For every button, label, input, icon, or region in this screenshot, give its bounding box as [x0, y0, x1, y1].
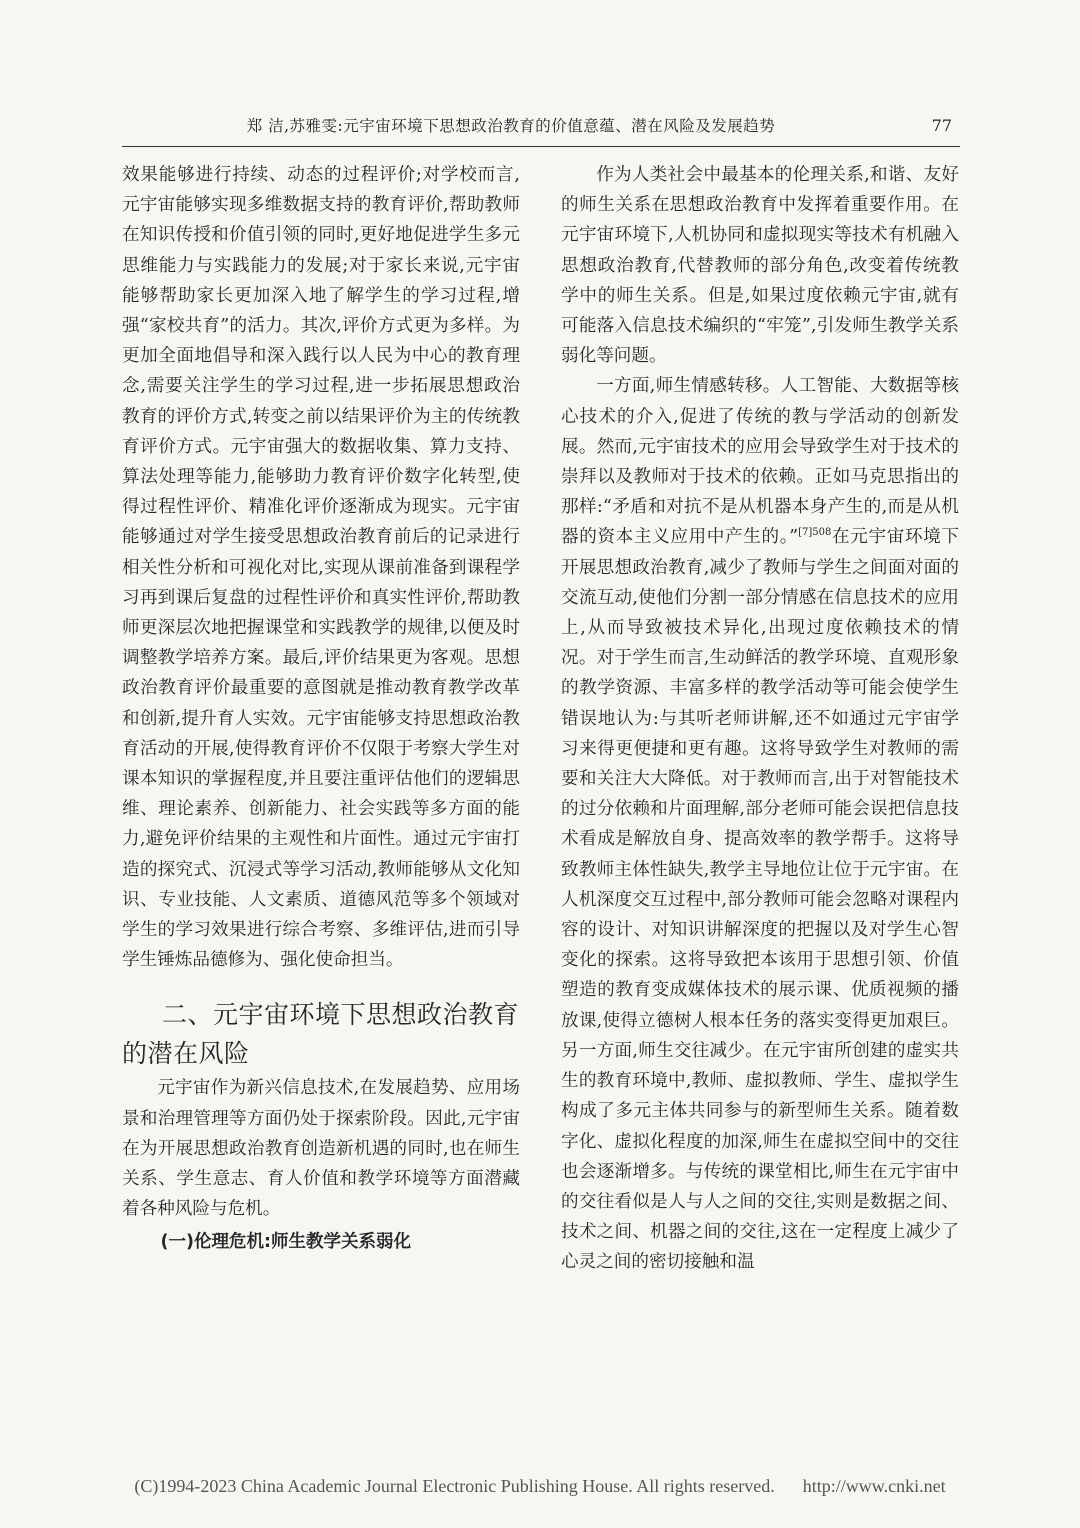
body-paragraph: 效果能够进行持续、动态的过程评价;对学校而言,元宇宙能够实现多维数据支持的教育评价,帮助教师在知识传授和价值引领的同时,更好地促进学生多元思维能力与实践能力的发展;对于家长来说,元宇宙能够帮助家长更加深入地了解学生的学习过程,增强“家校共育”的活力。其次,评价方式更为多样。为更加全面地倡导和深入践行以人民为中心的教育理念,需要关注学生的学习过程,进一步拓展思想政治教育的评价方式,转变之前以结果评价为主的传统教育评价方式。元宇宙强大的数据收集、算力支持、算法处理等能力,能够助力教育评价数字化转型,使得过程性评价、精准化评价逐渐成为现实。元宇宙能够通过对学生接受思想政治教育前后的记录进行相关性分析和可视化对比,实现从课前准备到课程学习再到课后复盘的过程性评价和真实性评价,帮助教师更深层次地把握课堂和实践教学的规律,以便及时调整教学培养方案。最后,评价结果更为客观。思想政治教育评价最重要的意图就是推动教育教学改革和创新,提升育人实效。元宇宙能够支持思想政治教育活动的开展,使得教育评价不仅限于考察大学生对课本知识的掌握程度,并且要注重评估他们的逻辑思维、理论素养、创新能力、社会实践等多方面的能力,避免评价结果的主观性和片面性。通过元宇宙打造的探究式、沉浸式等学习活动,教师能够从文化知识、专业技能、人文素质、道德风范等多个领域对学生的学习效果进行综合考察、多维评估,进而引导学生锤炼品德修为、强化使命担当。	[122, 165, 520, 971]
footer-url: http://www.cnki.net	[802, 1476, 946, 1496]
body-paragraph	[561, 371, 959, 1277]
section-heading: 二、元宇宙环境下思想政治教育的潜在风险	[122, 1000, 520, 1069]
subsection-heading: (一)伦理危机:师生教学关系弱化	[160, 1231, 411, 1252]
right-column	[561, 160, 959, 1278]
body-paragraph: 元宇宙作为新兴信息技术,在发展趋势、应用场景和治理管理等方面仍处于探索阶段。因此,元宇宙在为开展思想政治教育创造新机遇的同时,也在师生关系、学生意志、育人价值和教学环境等方面潜藏着各种风险与危机。	[122, 1078, 520, 1220]
body-text: 在元宇宙环境下开展思想政治教育,减少了教师与学生之间面对面的交流互动,使他们分割一部分情感在信息技术的应用上,从而导致被技术异化,出现过度依赖技术的情况。对于学生而言,生动鲜活的教学环境、直观形象的教学资源、丰富多样的教学活动等可能会使学生错误地认为:与其听老师讲解,还不如通过元宇宙学习来得更便捷和更有趣。这将导致学生对教师的需要和关注大大降低。对于教师而言,出于对智能技术的过分依赖和片面理解,部分老师可能会误把信息技术看成是解放自身、提高效率的教学帮手。这将导致教师主体性缺失,教学主导地位让位于元宇宙。在人机深度交互过程中,部分教师可能会忽略对课程内容的设计、对知识讲解深度的把握以及对学生心智变化的探索。这将导致把本该用于思想引领、价值塑造的教育变成媒体技术的展示课、优质视频的播放课,使得立德树人根本任务的落实变得更加艰巨。另一方面,师生交往减少。在元宇宙所创建的虚实共生的教育环境中,教师、虚拟教师、学生、虚拟学生构成了多元主体共同参与的新型师生关系。随着数字化、虚拟化程度的加深,师生在虚拟空间中的交往也会逐渐增多。与传统的课堂相比,师生在元宇宙中的交往看似是人与人之间的交往,实则是数据之间、技术之间、机器之间的交往,这在一定程度上减少了心灵之间的密切接触和温	[561, 527, 959, 1273]
body-text: 一方面,师生情感转移。人工智能、大数据等核心技术的介入,促进了传统的教与学活动的创新发展。然而,元宇宙技术的应用会导致学生对于技术的崇拜以及教师对于技术的依赖。正如马克思指出的那样:“矛盾和对抗不是从机器本身产生的,而是从机器的资本主义应用中产生的。”	[561, 376, 959, 548]
citation-reference: [7]508	[798, 527, 832, 539]
left-column	[122, 160, 520, 1257]
body-paragraph: 作为人类社会中最基本的伦理关系,和谐、友好的师生关系在思想政治教育中发挥着重要作用。在元宇宙环境下,人机协同和虚拟现实等技术有机融入思想政治教育,代替教师的部分角色,改变着传统教学中的师生关系。但是,如果过度依赖元宇宙,就有可能落入信息技术编织的“牢笼”,引发师生教学关系弱化等问题。	[561, 165, 959, 367]
header-title: 郑 洁,苏雅雯:元宇宙环境下思想政治教育的价值意蕴、潜在风险及发展趋势	[246, 117, 776, 135]
copyright-text: (C)1994-2023 China Academic Journal Electronic Publishing House. All rights reserved.	[134, 1476, 775, 1496]
page-number: 77	[931, 116, 952, 135]
copyright-footer	[0, 1476, 1080, 1497]
running-header	[122, 108, 960, 147]
